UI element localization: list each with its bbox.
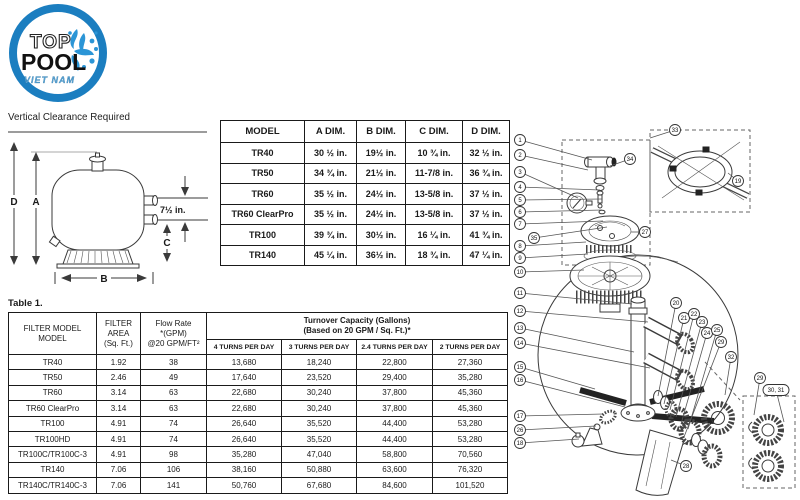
capacity-cell: 30,240 <box>282 385 357 400</box>
capacity-cell: 7.06 <box>97 478 141 493</box>
capacity-cell: 29,400 <box>357 370 433 385</box>
capacity-cell: 4.91 <box>97 416 141 431</box>
col-header-2-4turns: 2.4 TURNS PER DAY <box>357 340 433 355</box>
svg-text:29: 29 <box>717 340 725 347</box>
model-cell: TR50 <box>221 163 305 184</box>
callout-8 <box>515 241 587 252</box>
capacity-cell: 74 <box>141 416 207 431</box>
logo-word-pool: POOL <box>21 49 87 75</box>
svg-text:12: 12 <box>516 309 524 316</box>
dimension-cell: 21½ in. <box>357 163 406 184</box>
capacity-cell: 37,800 <box>357 401 433 416</box>
dimension-cell: 13-5/8 in. <box>406 184 463 205</box>
table-row <box>221 143 510 164</box>
svg-text:3: 3 <box>518 170 522 177</box>
capacity-cell: 35,280 <box>207 447 282 462</box>
callout-30-31 <box>763 385 789 423</box>
capacity-cell: 70,560 <box>433 447 508 462</box>
capacity-cell: 4.91 <box>97 431 141 446</box>
dimension-cell: 47 ¼ in. <box>463 245 510 266</box>
dim-header-row <box>221 121 510 143</box>
dimension-cell: 36½ in. <box>357 245 406 266</box>
capacity-cell: 45,360 <box>433 401 508 416</box>
col-header-4turns: 4 TURNS PER DAY <box>207 340 282 355</box>
capacity-cell: 44,400 <box>357 431 433 446</box>
dim-table-body <box>221 143 510 266</box>
svg-text:25: 25 <box>713 328 721 335</box>
callout-14 <box>515 338 651 372</box>
tank-base <box>582 428 684 495</box>
svg-text:34: 34 <box>626 157 634 164</box>
capacity-cell: 53,280 <box>433 431 508 446</box>
col-header-filter-area: FILTER AREA (Sq. Ft.) <box>97 313 141 355</box>
svg-text:17: 17 <box>516 414 524 421</box>
dimension-cell: 35 ½ in. <box>305 204 357 225</box>
callout-26 <box>515 425 597 436</box>
capacity-cell: 50,880 <box>282 462 357 477</box>
svg-text:18: 18 <box>516 441 524 448</box>
dimension-cell: 39 ¾ in. <box>305 225 357 246</box>
capacity-cell: 101,520 <box>433 478 508 493</box>
capacity-cell: 22,680 <box>207 401 282 416</box>
capacity-cell: 50,760 <box>207 478 282 493</box>
capacity-cell: 98 <box>141 447 207 462</box>
capacity-cell: 30,240 <box>282 401 357 416</box>
model-cell: TR60 <box>9 385 97 400</box>
dimension-cell: 36 ¾ in. <box>463 163 510 184</box>
dimension-cell: 32 ½ in. <box>463 143 510 164</box>
model-cell: TR60 ClearPro <box>9 401 97 416</box>
dim-a-label: A <box>32 197 40 208</box>
capacity-cell: 47,040 <box>282 447 357 462</box>
capacity-cell: 37,800 <box>357 385 433 400</box>
table-row <box>9 416 508 431</box>
model-cell: TR100HD <box>9 431 97 446</box>
tank-dimension-diagram <box>5 128 215 303</box>
svg-text:11: 11 <box>516 291 524 298</box>
model-cell: TR40 <box>9 355 97 370</box>
capacity-table <box>8 312 508 494</box>
model-cell: TR60 <box>221 184 305 205</box>
col-header-c: C DIM. <box>406 121 463 143</box>
model-cell: TR140 <box>221 245 305 266</box>
svg-text:24: 24 <box>703 331 711 338</box>
callout-16 <box>515 375 626 408</box>
table-row <box>221 225 510 246</box>
svg-text:4: 4 <box>518 185 522 192</box>
capacity-cell: 23,520 <box>282 370 357 385</box>
dim-d-label: D <box>10 197 18 208</box>
svg-text:14: 14 <box>516 341 524 348</box>
dimension-cell: 19½ in. <box>357 143 406 164</box>
svg-text:9: 9 <box>518 256 522 263</box>
capacity-cell: 35,520 <box>282 431 357 446</box>
dimensions-table <box>220 120 510 266</box>
hose-adapters <box>749 417 781 479</box>
svg-text:21: 21 <box>680 316 688 323</box>
capacity-cell: 63,600 <box>357 462 433 477</box>
table-row <box>221 163 510 184</box>
capacity-cell: 3.14 <box>97 385 141 400</box>
svg-text:6: 6 <box>518 210 522 217</box>
svg-text:33: 33 <box>671 128 679 135</box>
capacity-cell: 38 <box>141 355 207 370</box>
callout-33 <box>650 125 681 139</box>
callout-18 <box>515 438 580 449</box>
dimension-cell: 24½ in. <box>357 184 406 205</box>
callout-32 <box>725 352 737 396</box>
callout-15 <box>515 362 596 390</box>
table-row <box>9 478 508 493</box>
callout-6 <box>515 207 603 218</box>
col-header-b: B DIM. <box>357 121 406 143</box>
callout-12 <box>515 306 649 323</box>
callout-4 <box>515 182 601 193</box>
callout-29 <box>754 373 766 416</box>
table1-title: Table 1. <box>8 298 43 309</box>
table-row <box>9 355 508 370</box>
dimension-cell: 10 ¾ in. <box>406 143 463 164</box>
logo-word-vietnam: VIET NAM <box>24 75 76 85</box>
callout-3 <box>515 167 579 199</box>
col-header-flow-rate: Flow Rate *(GPM) @20 GPM/FT² <box>141 313 207 355</box>
capacity-cell: 38,160 <box>207 462 282 477</box>
model-cell: TR60 ClearPro <box>221 204 305 225</box>
capacity-cell: 49 <box>141 370 207 385</box>
svg-text:1: 1 <box>518 138 522 145</box>
svg-text:32: 32 <box>727 355 735 362</box>
dimension-cell: 37 ½ in. <box>463 204 510 225</box>
clamp-ring <box>652 142 748 200</box>
col-header-d: D DIM. <box>463 121 510 143</box>
svg-text:16: 16 <box>516 378 524 385</box>
table-row <box>9 401 508 416</box>
capacity-cell: 53,280 <box>433 416 508 431</box>
table-row <box>9 431 508 446</box>
capacity-cell: 1.92 <box>97 355 141 370</box>
side-ports <box>144 196 158 225</box>
table-row <box>221 184 510 205</box>
capacity-cell: 63 <box>141 401 207 416</box>
model-cell: TR50 <box>9 370 97 385</box>
dim-d <box>8 142 20 265</box>
svg-text:15: 15 <box>516 365 524 372</box>
col-header-model: MODEL <box>221 121 305 143</box>
capacity-cell: 141 <box>141 478 207 493</box>
capacity-cell: 84,600 <box>357 478 433 493</box>
capacity-header-row1 <box>9 313 508 340</box>
dimension-cell: 13-5/8 in. <box>406 204 463 225</box>
model-cell: TR100C/TR100C-3 <box>9 447 97 462</box>
capacity-cell: 18,240 <box>282 355 357 370</box>
callout-9 <box>515 253 589 264</box>
vertical-clearance-caption: Vertical Clearance Required <box>8 112 130 123</box>
svg-text:5: 5 <box>518 198 522 205</box>
dimension-cell: 24½ in. <box>357 204 406 225</box>
svg-text:19: 19 <box>734 179 742 186</box>
capacity-cell: 22,680 <box>207 385 282 400</box>
table-row <box>221 245 510 266</box>
capacity-cell: 45,360 <box>433 385 508 400</box>
table-row <box>9 462 508 477</box>
capacity-cell: 74 <box>141 431 207 446</box>
model-cell: TR40 <box>221 143 305 164</box>
svg-text:23: 23 <box>698 320 706 327</box>
svg-text:22: 22 <box>690 312 698 319</box>
dimension-cell: 30 ½ in. <box>305 143 357 164</box>
table-row <box>9 370 508 385</box>
col-header-filter-model: FILTER MODEL MODEL <box>9 313 97 355</box>
capacity-cell: 106 <box>141 462 207 477</box>
svg-text:2: 2 <box>518 153 522 160</box>
svg-text:26: 26 <box>516 428 524 435</box>
svg-text:35: 35 <box>530 236 538 243</box>
tank-outline <box>49 153 157 268</box>
exploded-parts-diagram <box>500 100 800 500</box>
capacity-cell: 67,680 <box>282 478 357 493</box>
capacity-cell: 58,800 <box>357 447 433 462</box>
svg-text:20: 20 <box>672 301 680 308</box>
logo-word-top: TOP <box>30 32 72 53</box>
dim-gap-label: 7½ in. <box>160 205 186 215</box>
svg-text:10: 10 <box>516 270 524 277</box>
dim-c <box>161 224 173 262</box>
callout-2 <box>515 150 589 171</box>
table-row <box>9 447 508 462</box>
capacity-cell: 63 <box>141 385 207 400</box>
col-header-turnover: Turnover Capacity (Gallons) (Based on 20 GPM / Sq. Ft.)* <box>207 313 508 340</box>
svg-text:7: 7 <box>518 222 522 229</box>
capacity-cell: 26,640 <box>207 431 282 446</box>
dimension-cell: 11-7/8 in. <box>406 163 463 184</box>
table-row <box>221 204 510 225</box>
dimension-cell: 18 ¾ in. <box>406 245 463 266</box>
col-header-2turns: 2 TURNS PER DAY <box>433 340 508 355</box>
dimension-cell: 30½ in. <box>357 225 406 246</box>
svg-text:29: 29 <box>756 376 764 383</box>
capacity-cell: 44,400 <box>357 416 433 431</box>
capacity-cell: 27,360 <box>433 355 508 370</box>
dimension-cell: 41 ¾ in. <box>463 225 510 246</box>
svg-text:30, 31: 30, 31 <box>767 388 785 395</box>
dimension-cell: 37 ½ in. <box>463 184 510 205</box>
model-cell: TR100 <box>9 416 97 431</box>
capacity-cell: 4.91 <box>97 447 141 462</box>
capacity-cell: 17,640 <box>207 370 282 385</box>
capacity-cell: 35,280 <box>433 370 508 385</box>
callout-13 <box>515 323 635 353</box>
capacity-cell: 3.14 <box>97 401 141 416</box>
dimension-cell: 16 ¼ in. <box>406 225 463 246</box>
capacity-cell: 22,800 <box>357 355 433 370</box>
table-row <box>9 385 508 400</box>
svg-text:28: 28 <box>682 464 690 471</box>
svg-text:13: 13 <box>516 326 524 333</box>
col-header-a: A DIM. <box>305 121 357 143</box>
svg-text:8: 8 <box>518 244 522 251</box>
model-cell: TR140C/TR140C-3 <box>9 478 97 493</box>
capacity-cell: 26,640 <box>207 416 282 431</box>
top-pool-logo <box>8 3 108 103</box>
capacity-cell: 35,520 <box>282 416 357 431</box>
capacity-cell: 76,320 <box>433 462 508 477</box>
dim-c-label: C <box>163 238 171 249</box>
svg-text:27: 27 <box>641 230 649 237</box>
dim-b-label: B <box>100 274 108 285</box>
capacity-cell: 7.06 <box>97 462 141 477</box>
model-cell: TR100 <box>221 225 305 246</box>
col-header-3turns: 3 TURNS PER DAY <box>282 340 357 355</box>
dimension-cell: 45 ¼ in. <box>305 245 357 266</box>
dimension-cell: 34 ¾ in. <box>305 163 357 184</box>
model-cell: TR140 <box>9 462 97 477</box>
capacity-cell: 2.46 <box>97 370 141 385</box>
dimension-cell: 35 ½ in. <box>305 184 357 205</box>
base-skirt <box>57 250 139 268</box>
capacity-cell: 13,680 <box>207 355 282 370</box>
dim-b <box>55 271 153 285</box>
capacity-table-body <box>9 355 508 494</box>
